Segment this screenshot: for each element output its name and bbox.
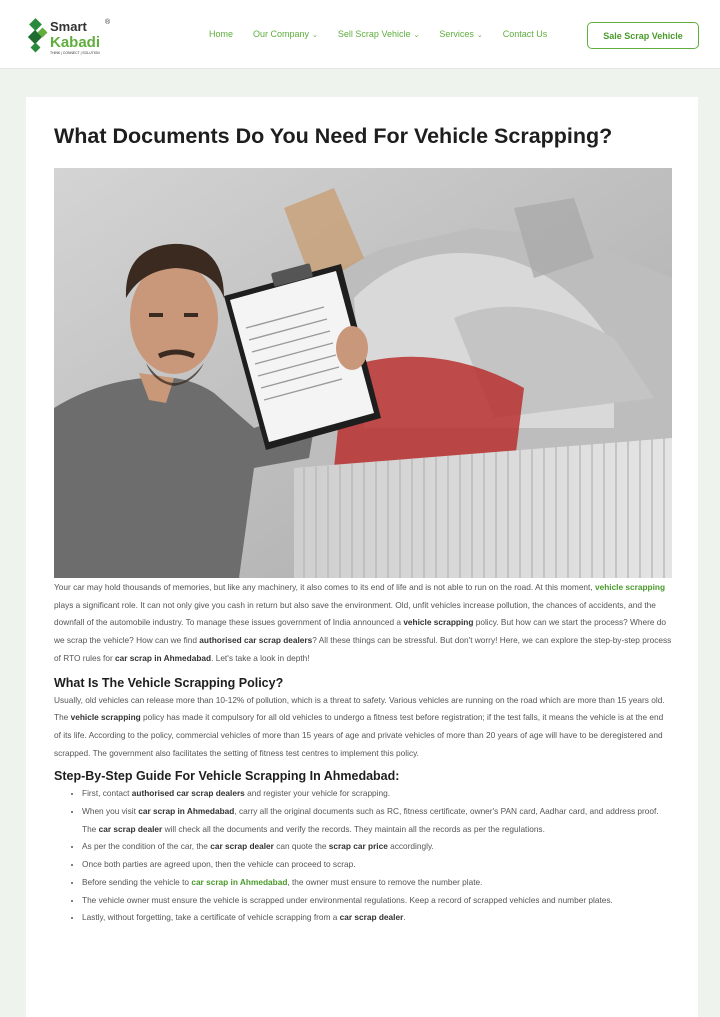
list-item: • As per the condition of the car, the car scrap dealer can quote the scrap car price accordingly. bbox=[82, 838, 672, 856]
policy-paragraph: Usually, old vehicles can release more than 10-12% of pollution, which is a threat to safety. Various vehicles are running on the road which are more than 15 years old. The vehicle scrapping policy has made it compulsory for all old vehicles to undergo a fitness test before registration; if the test falls, it means the vehicle is at the end of its life. According to the policy, commercial vehicles of more than 15 years of age and private vehicles of more than 20 years of age will have to be deregistered and scrapped. The government also facilitates the setting of fitness test centres to implement this policy. bbox=[54, 694, 665, 758]
article-card bbox=[26, 97, 698, 1017]
logo-mark-icon bbox=[28, 18, 47, 52]
sale-scrap-vehicle-button[interactable]: Sale Scrap Vehicle bbox=[587, 22, 699, 49]
logo-line2: Kabadi bbox=[50, 34, 101, 51]
list-item: • When you visit car scrap in Ahmedabad, carry all the original documents such as RC, fitness certificate, owner's PAN card, Aadhar card, and address proof. The car scrap dealer will check all the documents and verify the records. They maintain all the records as per the regulations. bbox=[82, 803, 672, 838]
chevron-down-icon: ⌄ bbox=[476, 32, 483, 39]
guide-heading: Step-By-Step Guide For Vehicle Scrapping In Ahmedabad: bbox=[54, 769, 400, 784]
vehicle-scrapping-link[interactable]: vehicle scrapping bbox=[594, 582, 666, 592]
policy-heading: What Is The Vehicle Scrapping Policy? bbox=[54, 675, 284, 690]
list-item: • First, contact authorised car scrap dealers and register your vehicle for scrapping. bbox=[82, 785, 672, 803]
main-nav bbox=[209, 29, 567, 39]
chevron-down-icon: ⌄ bbox=[413, 32, 420, 39]
list-item: • Lastly, without forgetting, take a certificate of vehicle scrapping from a car scrap dealer. bbox=[82, 909, 672, 927]
smart-kabadi-logo[interactable] bbox=[28, 16, 120, 56]
nav-contact-us[interactable]: Contact Us bbox=[502, 29, 548, 39]
list-item: • Once both parties are agreed upon, then the vehicle can proceed to scrap. bbox=[82, 856, 672, 874]
steps-list bbox=[54, 785, 672, 927]
nav-services[interactable]: Services ⌄ bbox=[439, 29, 483, 39]
site-header bbox=[0, 0, 720, 69]
logo-tagline: THINK | CONNECT | SOLUTION bbox=[50, 51, 100, 55]
nav-our-company[interactable]: Our Company ⌄ bbox=[253, 29, 318, 39]
chevron-down-icon: ⌄ bbox=[312, 32, 318, 39]
page-title: What Documents Do You Need For Vehicle Scrapping? bbox=[54, 124, 613, 148]
nav-sell-scrap-vehicle[interactable]: Sell Scrap Vehicle ⌄ bbox=[337, 29, 420, 39]
list-item: • Before sending the vehicle to car scrap in Ahmedabad, the owner must ensure to remove the number plate. bbox=[82, 874, 672, 892]
logo-registered: ® bbox=[105, 19, 111, 26]
car-scrap-ahmedabad-link[interactable]: car scrap in Ahmedabad bbox=[191, 876, 288, 887]
article-body bbox=[54, 579, 672, 927]
hero-illustration bbox=[54, 168, 672, 578]
hero-image bbox=[54, 168, 672, 578]
logo-line1: Smart bbox=[50, 19, 87, 34]
intro-paragraph: Your car may hold thousands of memories, but like any machinery, it also comes to its end of life and is not able to run on the road. At this moment, vehicle scrapping plays a significant role. It can not only give you cash in return but also save the environment. Old, unfit vehicles increase pollution, the chances of accidents, and the downfall of the automobile industry. To manage these issues government of India announced a vehicle scrapping policy. But how can we start the process? Where do we scrap the vehicle? How can we find authorised car scrap dealers? All these things can be stressful. But don't worry! Here, we can explore the step-by-step process of RTO rules for car scrap in Ahmedabad. Let's take a look in depth! bbox=[54, 582, 672, 663]
nav-home[interactable]: Home bbox=[209, 29, 234, 39]
list-item: • The vehicle owner must ensure the vehicle is scrapped under environmental regulations. Keep a record of scrapped vehicles and number plates. bbox=[82, 892, 672, 910]
